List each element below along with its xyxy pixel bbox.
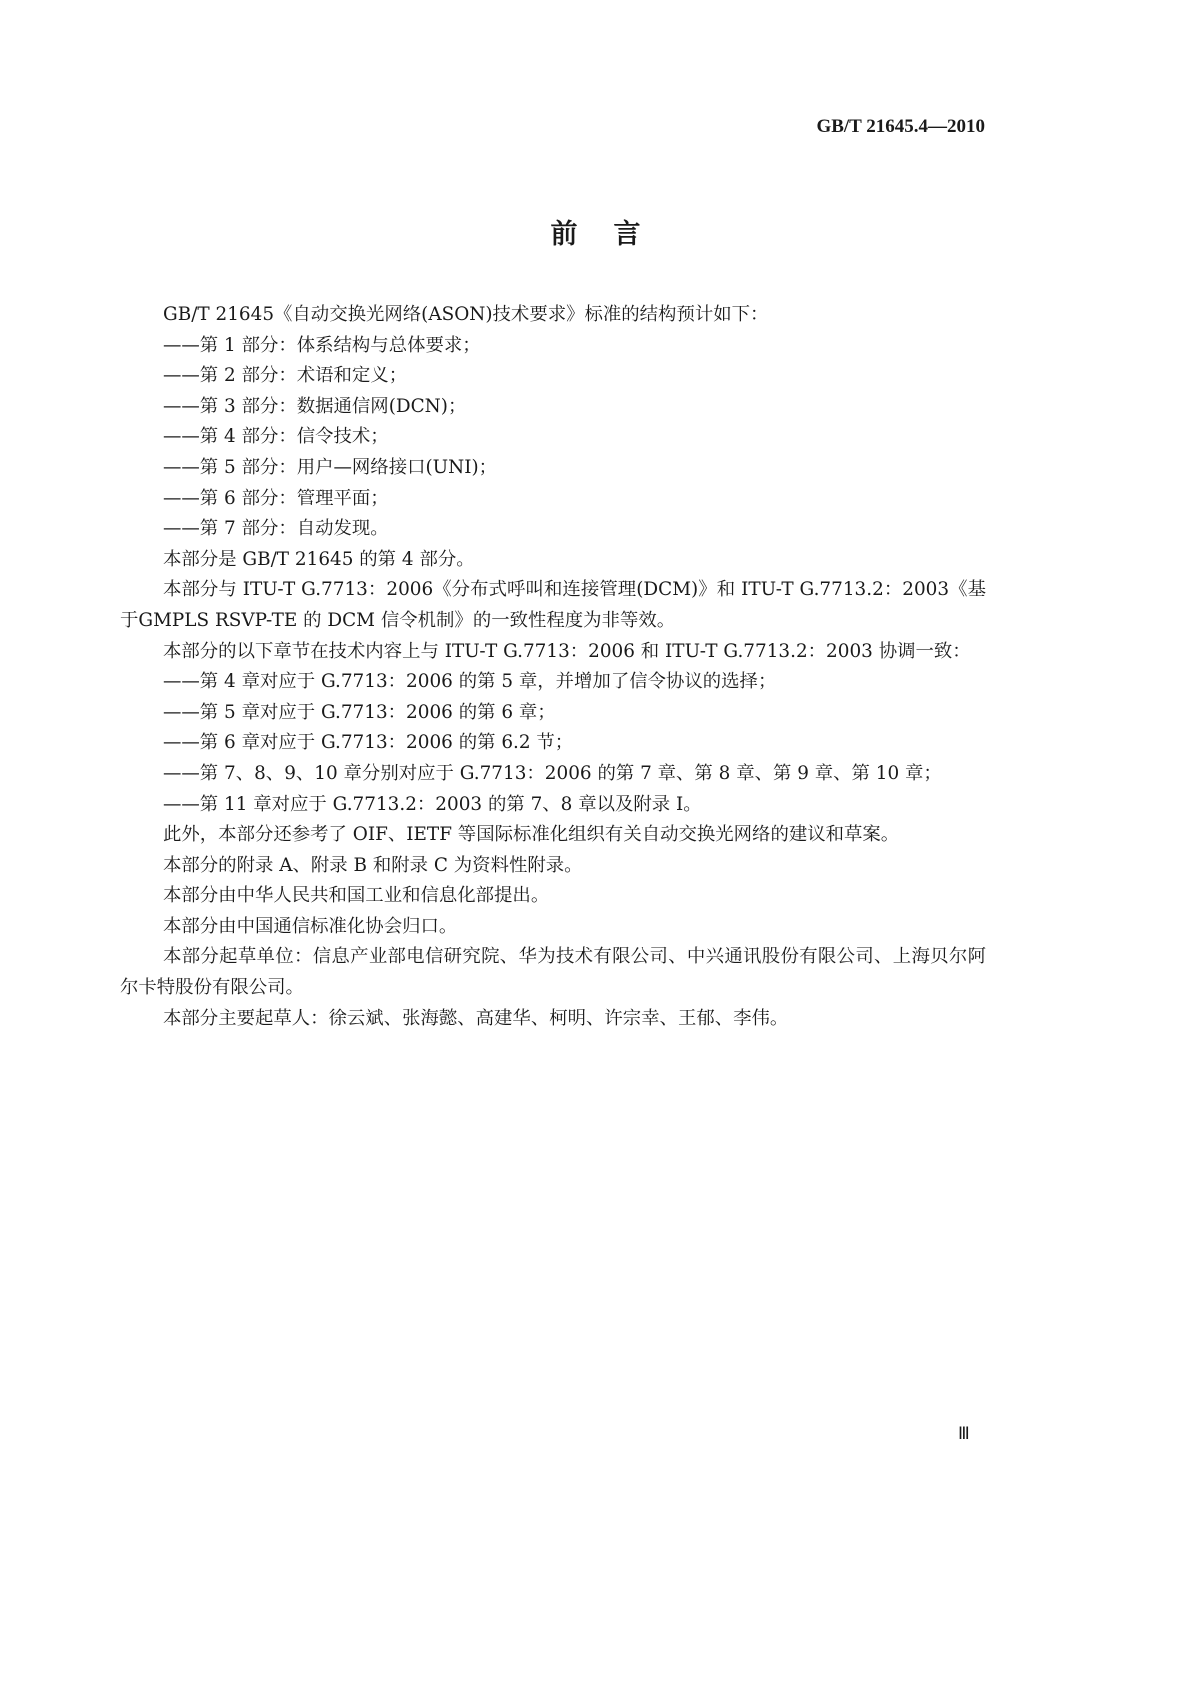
page-title: 前言 <box>550 219 677 250</box>
list-item: ——第 7、8、9、10 章分别对应于 G.7713：2006 的第 7 章、第 8 章、第 9 章、第 10 章； <box>163 762 942 784</box>
list-item: ——第 5 部分：用户—网络接口(UNI)； <box>163 456 498 478</box>
list-item: ——第 4 部分：信令技术； <box>163 426 389 448</box>
paragraph: 本部分与 ITU-T G.7713：2006《分布式呼叫和连接管理(DCM)》和 ITU-T G.7713.2：2003《基于GMPLS RSVP-TE 的 DCM 信令机制》的一致性程度为非等效。 <box>120 579 986 631</box>
paragraph: 本部分的以下章节在技术内容上与 ITU-T G.7713：2006 和 ITU-T G.7713.2：2003 协调一致： <box>163 640 971 662</box>
standard-number: GB/T 21645.4—2010 <box>816 116 985 137</box>
list-item: ——第 1 部分：体系结构与总体要求； <box>163 334 481 356</box>
paragraph: 本部分的附录 A、附录 B 和附录 C 为资料性附录。 <box>163 854 583 876</box>
page-number: Ⅲ <box>958 1424 970 1443</box>
list-item: ——第 6 部分：管理平面； <box>163 487 389 509</box>
list-item: ——第 7 部分：自动发现。 <box>163 518 389 540</box>
paragraph: 此外，本部分还参考了 OIF、IETF 等国际标准化组织有关自动交换光网络的建议和草案。 <box>163 824 900 846</box>
list-item: ——第 4 章对应于 G.7713：2006 的第 5 章，并增加了信令协议的选择； <box>163 671 777 693</box>
list-item: ——第 2 部分：术语和定义； <box>163 365 408 387</box>
paragraph: GB/T 21645《自动交换光网络(ASON)技术要求》标准的结构预计如下： <box>163 304 769 325</box>
paragraph: 本部分是 GB/T 21645 的第 4 部分。 <box>163 548 475 570</box>
list-item: ——第 5 章对应于 G.7713：2006 的第 6 章； <box>163 701 556 723</box>
list-item: ——第 6 章对应于 G.7713：2006 的第 6.2 节； <box>163 732 574 754</box>
paragraph: 本部分由中华人民共和国工业和信息化部提出。 <box>163 885 550 907</box>
paragraph: 本部分起草单位：信息产业部电信研究院、华为技术有限公司、中兴通讯股份有限公司、上海贝尔阿尔卡特股份有限公司。 <box>120 946 986 999</box>
foreword-body <box>120 300 986 1034</box>
list-item: ——第 11 章对应于 G.7713.2：2003 的第 7、8 章以及附录 I。 <box>163 793 702 815</box>
paragraph: 本部分由中国通信标准化协会归口。 <box>163 915 458 937</box>
paragraph: 本部分主要起草人：徐云斌、张海懿、高建华、柯明、许宗幸、王郁、李伟。 <box>163 1007 789 1029</box>
list-item: ——第 3 部分：数据通信网(DCN)； <box>163 395 467 417</box>
